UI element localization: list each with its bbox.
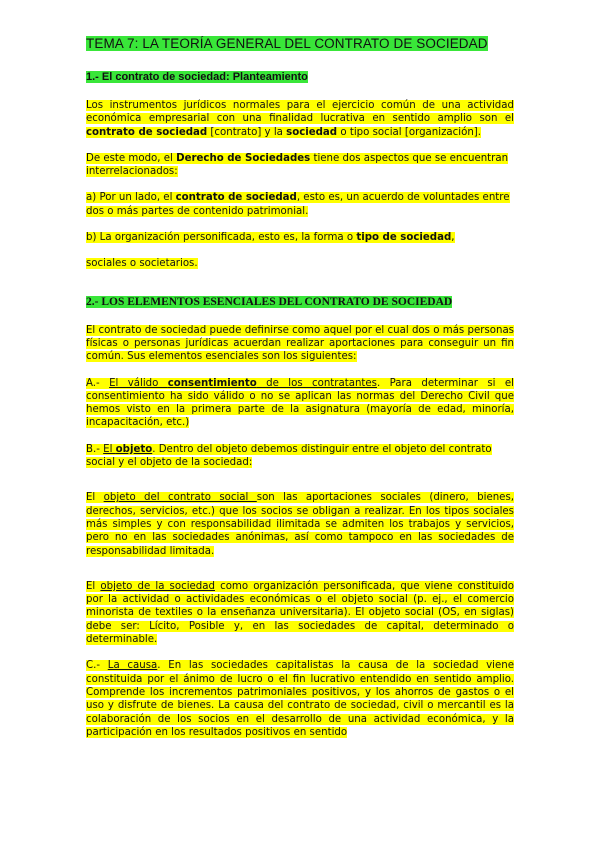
underlined-run: La causa	[107, 660, 158, 672]
paragraph-instrumentos	[86, 99, 514, 139]
paragraph-causa	[86, 659, 514, 739]
section-2-heading	[86, 295, 514, 309]
section-1-heading-text: 1.- El contrato de sociedad: Planteamiento	[86, 71, 308, 83]
bold-term: contrato de sociedad	[86, 126, 208, 138]
text-run: o tipo social [organización].	[337, 126, 482, 138]
text-run: tiene dos aspectos que se encuentran interrelacionados:	[86, 152, 509, 178]
text-run: Los instrumentos jurídicos normales para el ejercicio común de una actividad económica empresarial con una finalidad lucrativa en sentido amplio son el	[86, 100, 514, 125]
bold-term: consentimiento	[167, 377, 257, 389]
paragraph-aspecto-a	[86, 191, 514, 218]
bold-term: sociedad	[286, 126, 338, 138]
title-highlight: TEMA 7: LA TEORÍA GENERAL DEL CONTRATO DE SOCIEDAD	[86, 36, 488, 51]
paragraph-objeto-sociedad	[86, 580, 514, 646]
text-run: ,	[451, 232, 455, 244]
bold-term: tipo de sociedad	[356, 232, 452, 244]
paragraph-highlight: sociales o societarios.	[86, 258, 198, 270]
bold-term: objeto	[115, 443, 153, 455]
bold-term: Derecho de Sociedades	[176, 152, 311, 164]
paragraph-objeto-contrato	[86, 491, 514, 557]
section-1-heading	[86, 70, 514, 84]
paragraph-derecho-sociedades	[86, 152, 514, 179]
text-run: A.-	[86, 377, 110, 389]
paragraph-highlight	[86, 232, 455, 243]
text-run: a) Por un lado, el	[86, 192, 176, 204]
paragraph-highlight	[86, 660, 514, 737]
underlined-run: objeto de la sociedad	[100, 580, 215, 592]
text-run: b) La organización personificada, esto es, la forma o	[86, 232, 357, 244]
document-title	[86, 36, 514, 52]
underlined-run: El válido	[109, 377, 168, 389]
paragraph-highlight	[86, 100, 514, 138]
paragraph-highlight	[86, 378, 514, 429]
text-run: . En las sociedades capitalistas la causa de la sociedad viene constituida por el ánimo de lucro o el fin lucrativo entendido en sentido amplio. Comprende los incrementos patrimoniales positivos, y los ahorros de gastos o el uso y disfrute de bienes. La causa del contrato de sociedad, civil o mercantil es la colaboración de los socios en el desarrollo de una actividad económica, y la participación en los resultados positivos en sentido	[86, 660, 514, 738]
text-run: El	[86, 580, 101, 592]
text-run: . Para determinar si el consentimiento ha sido válido o no se aplican las normas del Derecho Civil que hemos visto en la primera parte de la asignatura (mayoría de edad, minoría, incapacitación, etc.)	[86, 377, 514, 429]
underlined-run: de los contratantes	[256, 377, 377, 389]
section-2-heading-text: 2.- LOS ELEMENTOS ESENCIALES DEL CONTRATO DE SOCIEDAD	[86, 295, 453, 308]
paragraph-objeto	[86, 443, 514, 470]
paragraph-highlight	[86, 192, 510, 216]
underlined-run: El	[103, 443, 116, 455]
text-run: como organización personificada, que viene constituido por la actividad o actividades económicas o el objeto social (p. ej., el comercio minorista de textiles o la enseñanza universitaria). El objeto social (OS, en siglas) debe ser: Lícito, Posible y, en las sociedades de capital, determinado o determinable.	[86, 580, 515, 646]
paragraph-highlight	[86, 581, 514, 645]
text-run: El	[86, 492, 104, 504]
text-run: De este modo, el	[86, 152, 177, 164]
text-run: son las aportaciones sociales (dinero, bienes, derechos, servicios, etc.) que los socios se obligan a realizar. En los tipos sociales más simples y con responsabilidad ilimitada se admiten los trabajos y servicios, pero no en las sociedades anónimas, así como tampoco en las sociedades de responsabilidad limitada.	[86, 492, 514, 557]
text-run: B.-	[86, 443, 104, 455]
text-run: C.-	[86, 660, 108, 672]
text-run: [contrato] y la	[207, 126, 287, 138]
paragraph-aspecto-b	[86, 231, 514, 244]
paragraph-highlight	[86, 492, 514, 556]
text-run: . Dentro del objeto debemos distinguir entre el objeto del contrato social y el objeto de la sociedad:	[86, 443, 492, 469]
bold-term: contrato de sociedad	[175, 192, 297, 204]
paragraph-highlight: El contrato de sociedad puede definirse como aquel por el cual dos o más personas físicas o personas jurídicas acuerdan realizar aportaciones para conseguir un fin común. Sus elementos esenciales son los siguientes:	[86, 324, 514, 363]
paragraph-sociales	[86, 257, 514, 270]
paragraph-highlight	[86, 444, 492, 468]
paragraph-highlight	[86, 153, 508, 177]
text-run: , esto es, un acuerdo de voluntades entre dos o más partes de contenido patrimonial.	[86, 192, 510, 217]
paragraph-definicion	[86, 324, 514, 364]
paragraph-consentimiento	[86, 377, 514, 430]
underlined-run: objeto del contrato social	[103, 492, 257, 504]
